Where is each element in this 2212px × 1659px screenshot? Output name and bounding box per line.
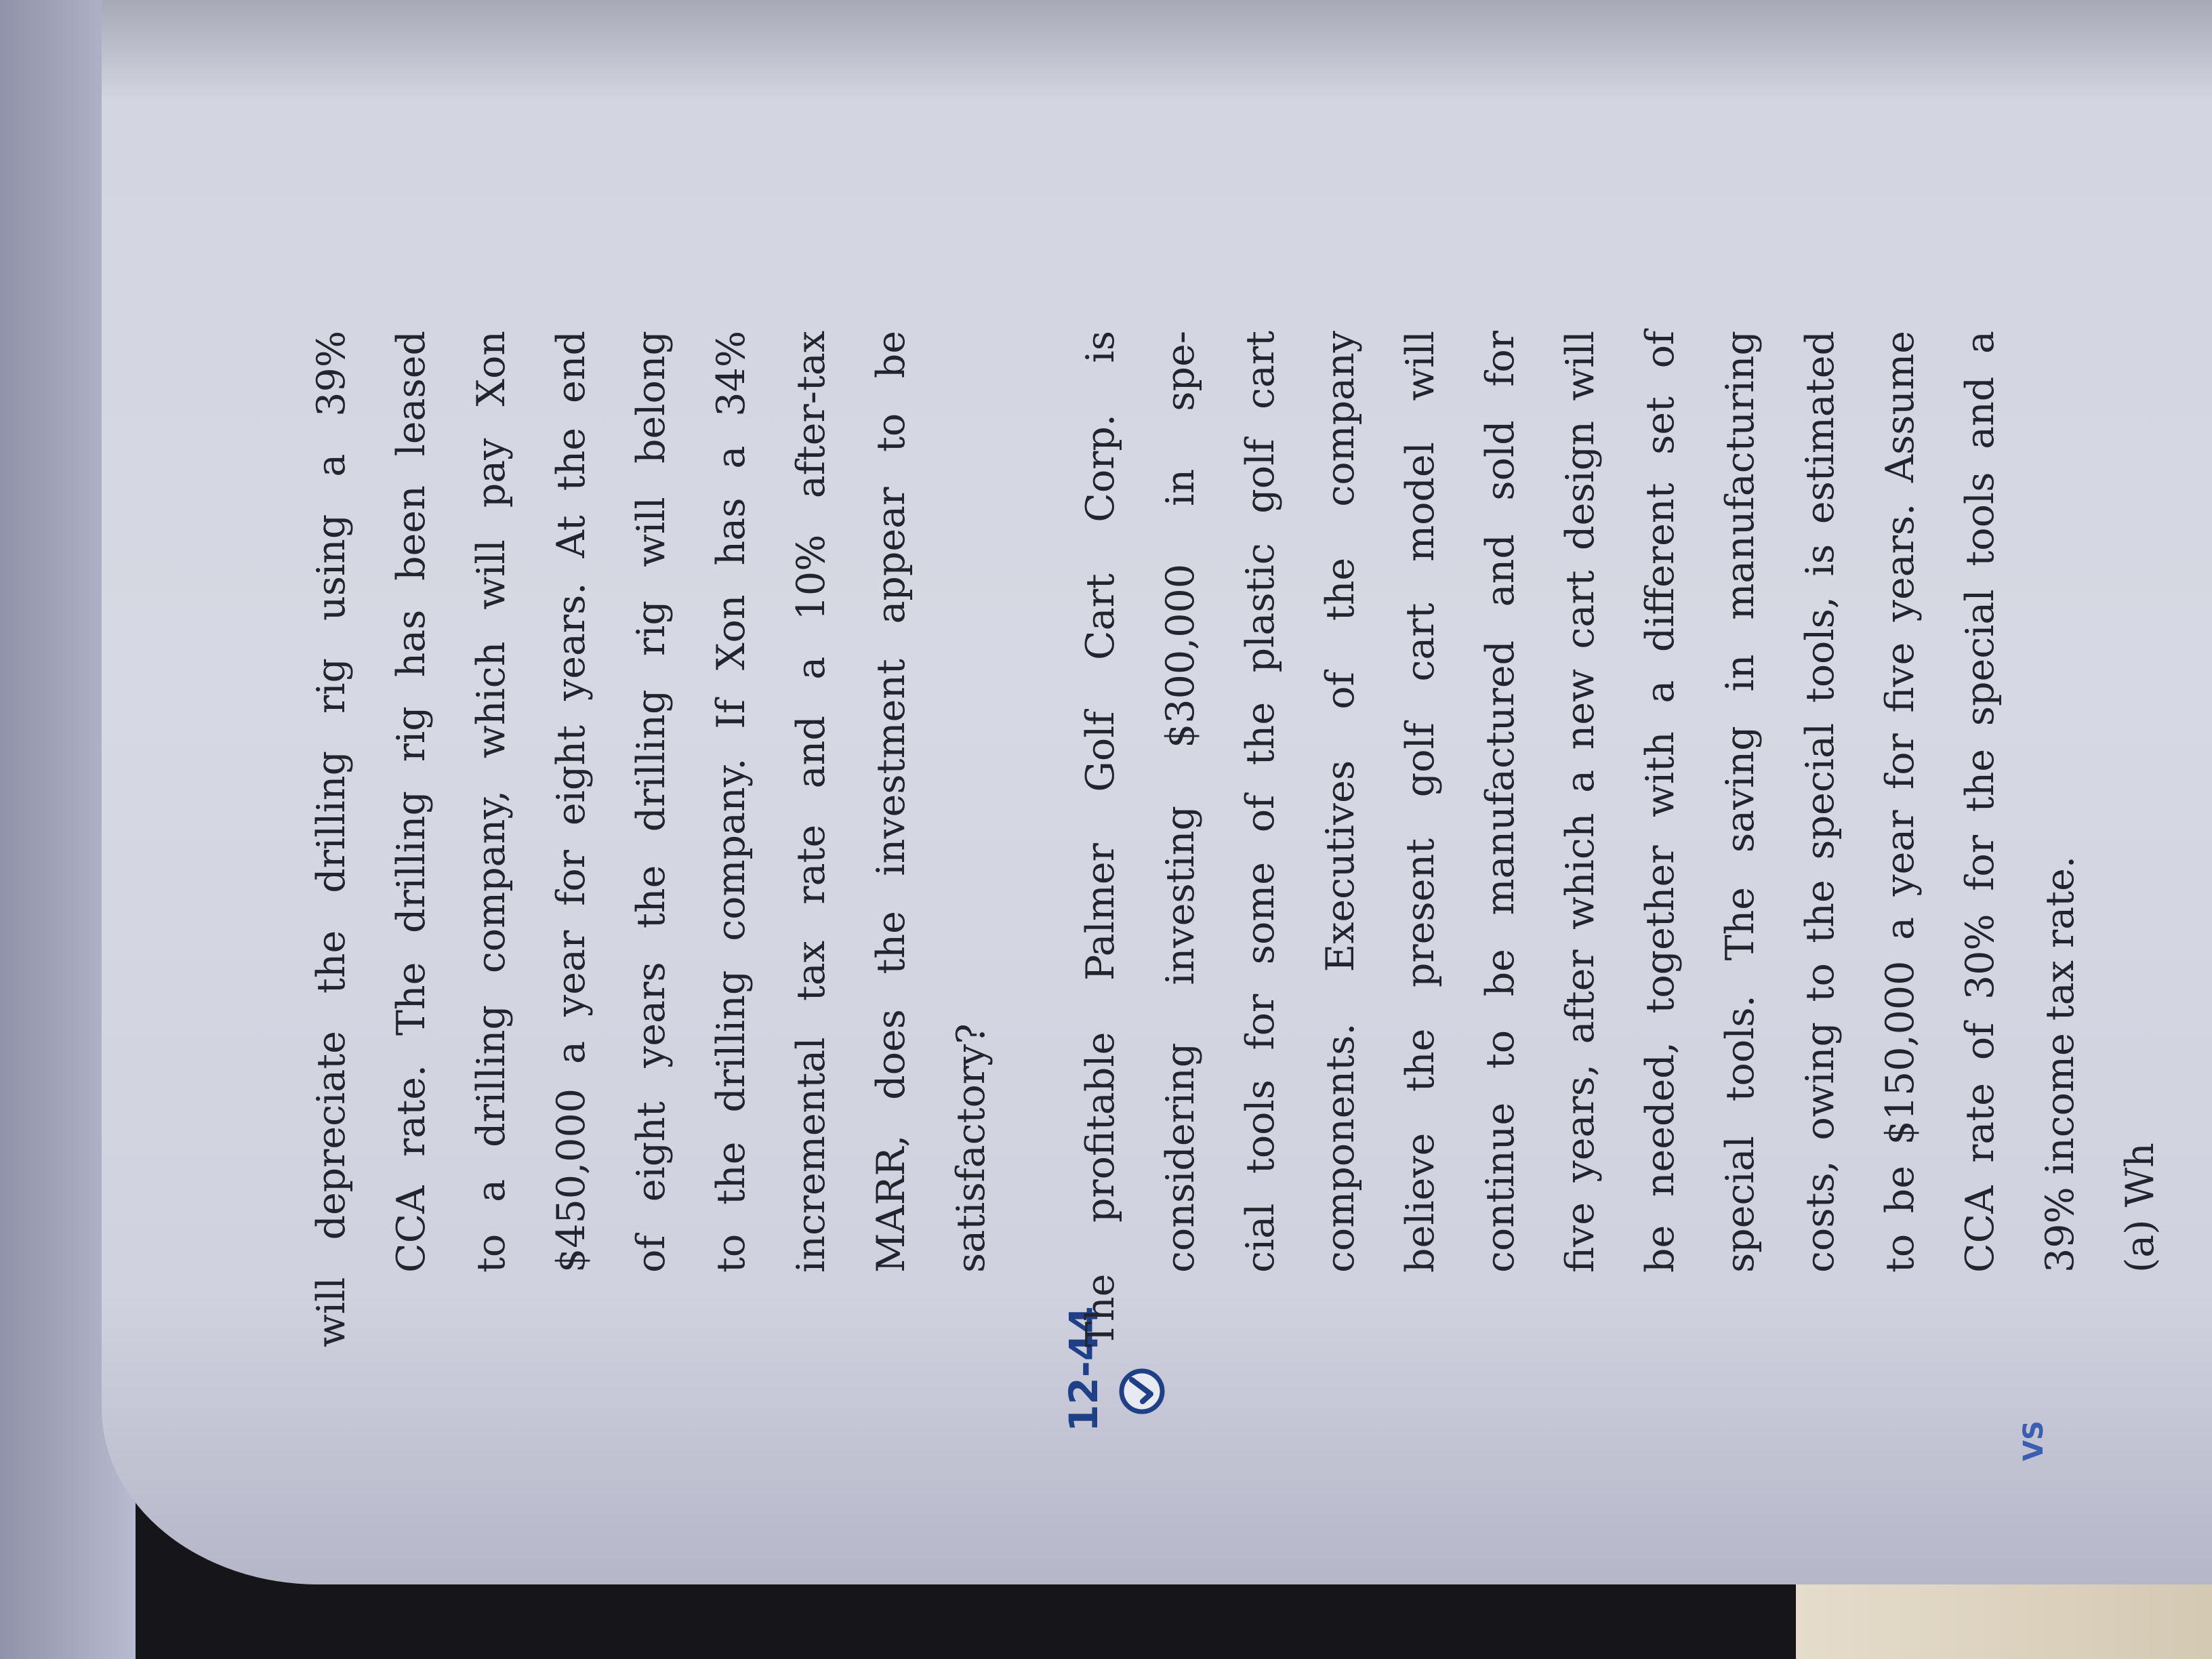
text-line: of eight years the drilling rig will belong xyxy=(629,331,674,1273)
text-line: The profitable Palmer Golf Cart Corp. is xyxy=(1078,331,1123,1347)
text-line: continue to be manufactured and sold for xyxy=(1478,331,1523,1273)
text-line: to the drilling company. If Xon has a 34% xyxy=(709,331,754,1273)
text-line: CCA rate. The drilling rig has been leased xyxy=(389,331,434,1273)
text-line: costs, owing to the special tools, is estimated xyxy=(1798,331,1843,1273)
text-line: satisfactory? xyxy=(949,1023,994,1273)
text-line: five years, after which a new cart design will xyxy=(1558,331,1603,1273)
problem-12-44-text xyxy=(1061,331,2180,1347)
text-line: considering investing $300,000 in spe- xyxy=(1158,331,1203,1273)
running-header-fragment: VS xyxy=(2018,1420,2049,1461)
text-line: CCA rate of 30% for the special tools and a xyxy=(1958,331,2003,1273)
text-line: MARR, does the investment appear to be xyxy=(869,331,914,1273)
text-line: to be $150,000 a year for five years. Assume xyxy=(1878,331,1923,1273)
text-line: components. Executives of the company xyxy=(1318,331,1363,1273)
text-line: 39% income tax rate. xyxy=(2038,855,2083,1273)
checkmark-icon xyxy=(1118,1368,1166,1415)
text-line: to a drilling company, which will pay Xon xyxy=(469,331,514,1273)
problem-number: 12-44 xyxy=(1061,1306,1107,1432)
text-line: (a) Wh xyxy=(2118,1143,2163,1273)
text-line: special tools. The saving in manufacturing xyxy=(1718,331,1763,1273)
text-line: be needed, together with a different set of xyxy=(1638,331,1683,1273)
text-line: incremental tax rate and a 10% after-tax xyxy=(789,331,834,1273)
text-line: will depreciate the drilling rig using a 39% xyxy=(309,331,354,1347)
text-line: cial tools for some of the plastic golf cart xyxy=(1238,331,1283,1273)
problem-prev-text xyxy=(291,331,1011,1347)
page-gutter-shadow xyxy=(102,0,2212,100)
text-line: believe the present golf cart model will xyxy=(1398,331,1443,1273)
text-line: $450,000 a year for eight years. At the end xyxy=(549,331,594,1273)
